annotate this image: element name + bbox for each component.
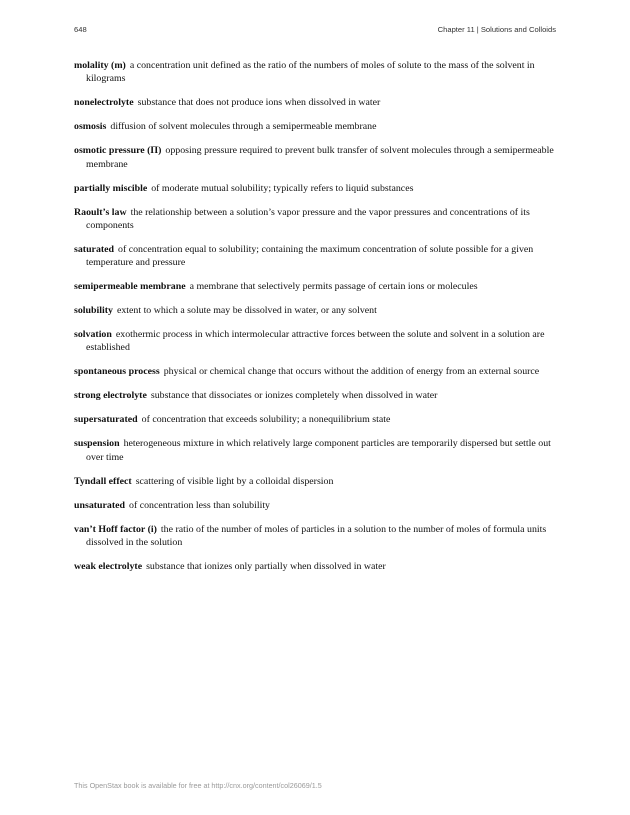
glossary-entry-strong-electrolyte [74,389,558,402]
glossary-definition: substance that dissociates or ionizes completely when dissolved in water [150,390,438,402]
glossary-entry-osmosis [74,120,558,133]
glossary-entry-partially-miscible [74,182,558,195]
glossary-entry-semipermeable-membrane [74,280,558,293]
glossary-term: nonelectrolyte [74,97,134,109]
glossary-definition: the ratio of the number of moles of particles in a solution to the number of moles of formula units dissolved in the solution [86,523,547,548]
glossary-definition: physical or chemical change that occurs without the addition of energy from an external source [163,366,540,378]
glossary-entry-saturated [74,243,558,270]
glossary-entry-vant-hoff-factor [74,523,558,550]
glossary-definition: extent to which a solute may be dissolved in water, or any solvent [116,305,377,317]
page-number: 648 [74,25,87,34]
glossary-definition: exothermic process in which intermolecular attractive forces between the solute and solvent in a solution are established [86,329,545,354]
glossary-entry-suspension [74,437,558,464]
glossary-definition: of concentration less than solubility [129,499,270,511]
glossary-term: partially miscible [74,182,148,194]
glossary-term: solvation [74,329,112,341]
glossary-entry-nonelectrolyte [74,96,558,109]
glossary-term: Raoult’s law [74,206,127,218]
glossary-entry-molality [74,59,558,86]
glossary-term: suspension [74,438,120,450]
glossary-term: weak electrolyte [74,560,143,572]
glossary-term: van’t Hoff factor (i) [74,523,157,535]
glossary-term: unsaturated [74,499,126,511]
glossary-entry-solubility [74,304,558,317]
glossary-definition: scattering of visible light by a colloidal dispersion [135,475,334,487]
glossary-entry-solvation [74,328,558,355]
glossary-definition: substance that does not produce ions when dissolved in water [137,97,381,109]
glossary-definition: heterogeneous mixture in which relatively large component particles are temporarily dispersed but settle out over time [86,438,551,463]
glossary-definition: the relationship between a solution’s vapor pressure and the vapor pressures and concentrations of its components [86,206,530,231]
glossary-entry-supersaturated [74,413,558,426]
glossary-term: supersaturated [74,414,138,426]
glossary-definition: substance that ionizes only partially when dissolved in water [146,560,386,572]
glossary-entry-unsaturated [74,499,558,512]
glossary-definition: of concentration that exceeds solubility; a nonequilibrium state [141,414,391,426]
glossary-entry-spontaneous-process [74,365,558,378]
glossary-term: saturated [74,243,115,255]
glossary-term: solubility [74,305,113,317]
glossary-definition: opposing pressure required to prevent bulk transfer of solvent molecules through a semipermeable membrane [86,145,554,170]
glossary-definition: a membrane that selectively permits passage of certain ions or molecules [189,281,478,293]
glossary-term: strong electrolyte [74,390,147,402]
glossary-definition: of concentration equal to solubility; containing the maximum concentration of solute possible for a given temperature and pressure [86,243,534,269]
glossary-term: molality (m) [74,60,126,71]
glossary-definition: a concentration unit defined as the ratio of the numbers of moles of solute to the mass of the solvent in kilograms [86,60,535,85]
glossary-term: osmotic pressure (Π) [74,145,162,157]
glossary-term: osmosis [74,121,107,133]
glossary-entry-osmotic-pressure [74,144,558,171]
glossary-list [74,59,558,584]
glossary-term: Tyndall effect [74,475,132,487]
glossary-definition: of moderate mutual solubility; typically refers to liquid substances [151,182,414,194]
glossary-term: spontaneous process [74,366,160,378]
glossary-entry-weak-electrolyte [74,560,558,573]
running-footer: This OpenStax book is available for free at http://cnx.org/content/col26069/1.5 [74,781,322,790]
running-header [74,25,556,37]
glossary-entry-tyndall-effect [74,475,558,488]
glossary-term: semipermeable membrane [74,281,186,293]
chapter-title: Chapter 11 | Solutions and Colloids [437,25,556,34]
glossary-definition: diffusion of solvent molecules through a semipermeable membrane [110,121,377,133]
glossary-entry-raoults-law [74,206,558,233]
